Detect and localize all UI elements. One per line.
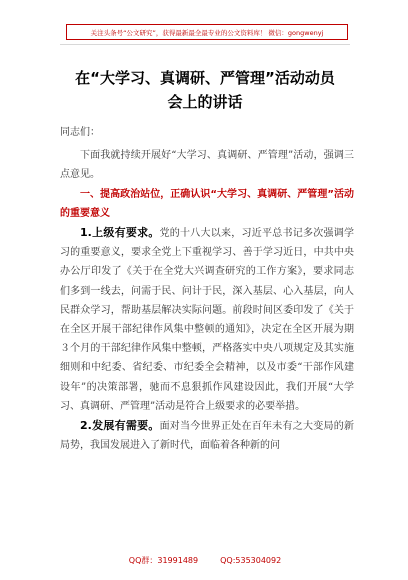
point-2-paragraph (60, 416, 354, 455)
point-1-text: 党的十八大以来，习近平总书记多次强调学习的重要意义，要求全党上下重视学习、善于学习近日，中共中央办公厅印发了《关于在全党大兴调查研究的工作方案》，要求同志们多到一线去，问需于民、问计于民，深入基层、心入基层，向人民群众学习，帮助基层解决实际问题。前段时间区委印发了《关于在全区开展干部纪律作风集中整顿的通知》，决定在全区开展为期３个月的干部纪律作风集中整顿，严格落实中央八项规定及其实施细则和中纪委、省纪委、市纪委全会精神，以及市委“干部作风建设年”的决策部署，驰而不息狠抓作风建设因此，我们开展“大学习、真调研、严管理”活动是符合上级要求的必要举措。 (60, 228, 354, 412)
footer-contact (60, 555, 350, 566)
header-divider (60, 44, 350, 45)
header-banner: 关注头条号“公文研究”，获得最新最全最专业的公文资料库！ 微信：gongwenyj (66, 24, 348, 40)
footer-qq: QQ:535304092 (220, 556, 282, 565)
greeting: 同志们： (60, 127, 100, 138)
intro-paragraph: 下面我就持续开展好“大学习、真调研、严管理”活动，强调三点意见。 (60, 150, 354, 181)
section-heading-1: 一、提高政治站位，正确认识“大学习、真调研、严管理”活动的重要意义 (60, 188, 354, 219)
footer-qq-group: QQ群：31991489 (128, 556, 199, 565)
point-2-lead: 2.发展有需要。 (80, 419, 160, 433)
document-title (60, 66, 350, 114)
title-line-2: 会上的讲话 (167, 93, 243, 111)
document-body (60, 123, 354, 455)
point-2-text: 面对当今世界正处在百年未有之大变局的新局势，我国发展进入了新时代，面临着各种新的问 (60, 421, 354, 452)
point-1-paragraph (60, 223, 354, 416)
title-line-1: 在“大学习、真调研、严管理”活动动员 (75, 69, 335, 87)
point-1-lead: 1.上级有要求。 (80, 226, 160, 240)
